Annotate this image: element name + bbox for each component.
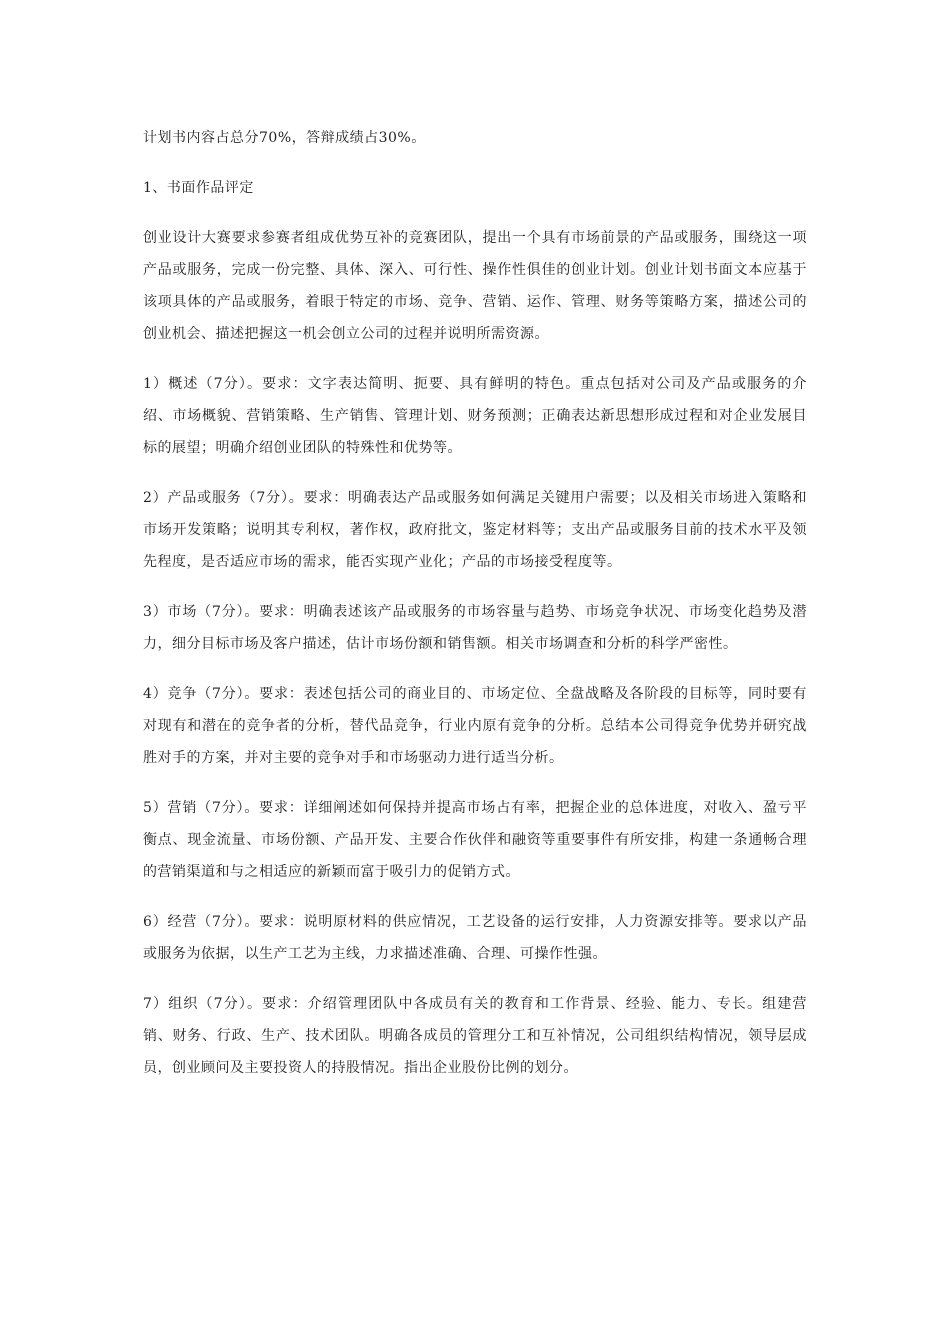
paragraph-score-weighting: 计划书内容占总分70%，答辩成绩占30%。 xyxy=(143,130,426,146)
section-heading-written-evaluation: 1、书面作品评定 xyxy=(143,180,254,196)
paragraph-organization: 7）组织（7分）。要求：介绍管理团队中各成员有关的教育和工作背景、经验、能力、专长。组建营销、财务、行政、生产、技术团队。明确各成员的管理分工和互补情况，公司组织结构情况，领导层成员，创业顾问及主要投资人的持股情况。指出企业股份比例的划分。 xyxy=(143,996,807,1076)
paragraph-marketing: 5）营销（7分）。要求：详细阐述如何保持并提高市场占有率，把握企业的总体进度，对收入、盈亏平衡点、现金流量、市场份额、产品开发、主要合作伙伴和融资等重要事件有所安排，构建一条通畅合理的营销渠道和与之相适应的新颖而富于吸引力的促销方式。 xyxy=(143,800,807,880)
paragraph-competition-requirements: 创业设计大赛要求参赛者组成优势互补的竞赛团队，提出一个具有市场前景的产品或服务，围绕这一项产品或服务，完成一份完整、具体、深入、可行性、操作性俱佳的创业计划。创业计划书面文本应基于该项具体的产品或服务，着眼于特定的市场、竞争、营销、运作、管理、财务等策略方案，描述公司的创业机会、描述把握这一机会创立公司的过程并说明所需资源。 xyxy=(143,230,807,342)
paragraph-product-service: 2）产品或服务（7分）。要求：明确表达产品或服务如何满足关键用户需要；以及相关市场进入策略和市场开发策略；说明其专利权，著作权，政府批文，鉴定材料等；支出产品或服务目前的技术水平及领先程度，是否适应市场的需求，能否实现产业化；产品的市场接受程度等。 xyxy=(143,490,807,570)
paragraph-competition: 4）竞争（7分）。要求：表述包括公司的商业目的、市场定位、全盘战略及各阶段的目标等，同时要有对现有和潜在的竞争者的分析，替代品竞争，行业内原有竞争的分析。总结本公司得竞争优势并研究战胜对手的方案，并对主要的竞争对手和市场驱动力进行适当分析。 xyxy=(143,686,807,766)
document-body xyxy=(143,122,807,1102)
paragraph-operations: 6）经营（7分）。要求：说明原材料的供应情况，工艺设备的运行安排，人力资源安排等。要求以产品或服务为依据，以生产工艺为主线，力求描述准确、合理、可操作性强。 xyxy=(143,914,807,962)
paragraph-overview: 1）概述（7分）。要求：文字表达简明、扼要、具有鲜明的特色。重点包括对公司及产品或服务的介绍、市场概貌、营销策略、生产销售、管理计划、财务预测；正确表达新思想形成过程和对企业发展目标的展望；明确介绍创业团队的特殊性和优势等。 xyxy=(143,376,807,456)
paragraph-market: 3）市场（7分）。要求：明确表述该产品或服务的市场容量与趋势、市场竞争状况、市场变化趋势及潜力，细分目标市场及客户描述，估计市场份额和销售额。相关市场调查和分析的科学严密性。 xyxy=(143,604,807,652)
